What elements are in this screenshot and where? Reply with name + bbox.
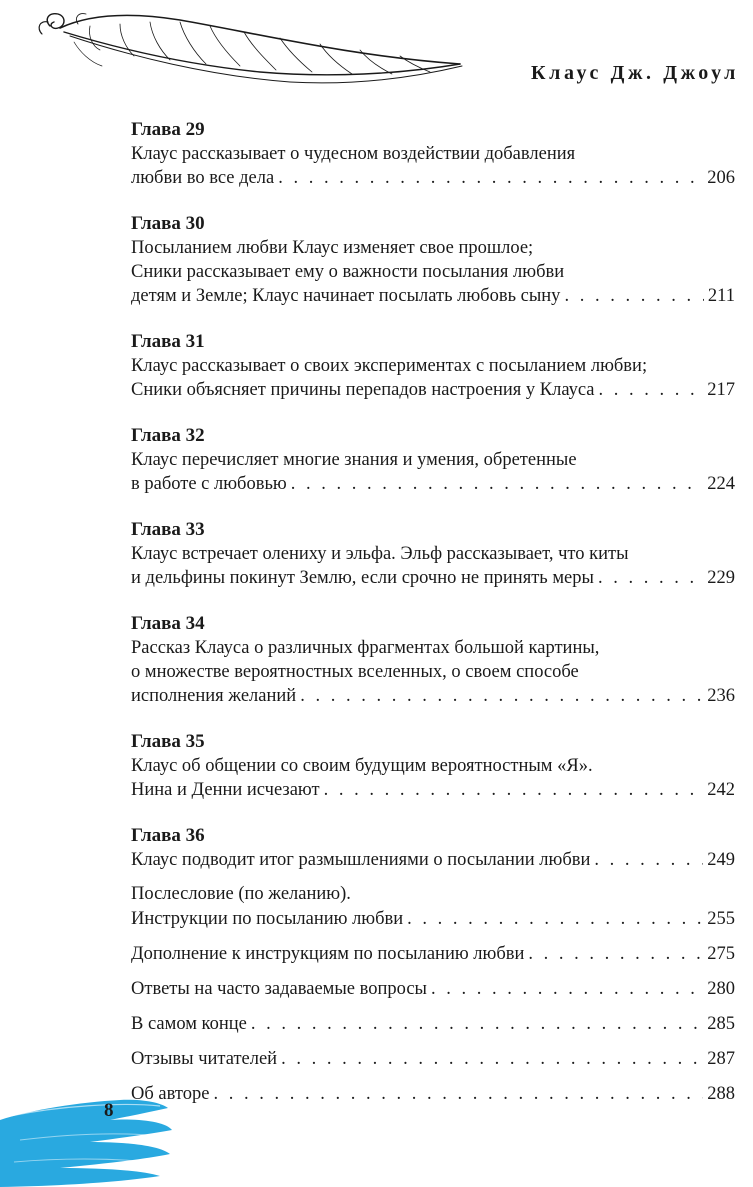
dot-leader <box>291 472 704 496</box>
entry-text: Об авторе <box>131 1084 210 1104</box>
chapter-title: Глава 34 <box>131 613 205 634</box>
entry-text: Отзывы читателей <box>131 1049 278 1069</box>
dot-leader <box>599 378 704 402</box>
entry-last-line <box>131 778 735 802</box>
page-ref: 217 <box>707 380 735 400</box>
entry-last-line <box>131 1082 735 1107</box>
entry-text: Инструкции по посыланию любви <box>131 909 404 929</box>
entry-line: Рассказ Клауса о различных фрагментах большой картины, <box>131 638 600 658</box>
table-of-contents <box>131 118 735 1107</box>
entry-text: В самом конце <box>131 1014 247 1034</box>
entry-line: Клаус рассказывает о своих экспериментах с посыланием любви; <box>131 356 648 376</box>
toc-chapter <box>131 424 735 496</box>
entry-line: о множестве вероятностных вселенных, о своем способе <box>131 662 579 682</box>
entry-last-line <box>131 907 735 932</box>
toc-chapter <box>131 212 735 308</box>
entry-text: исполнения желаний <box>131 686 297 706</box>
chapter-title: Глава 36 <box>131 825 205 846</box>
chapter-title: Глава 32 <box>131 425 205 446</box>
entry-text: Сники объясняет причины перепадов настроения у Клауса <box>131 380 595 400</box>
page-ref: 229 <box>707 568 735 588</box>
entry-text: детям и Земле; Клаус начинает посылать любовь сыну <box>131 286 561 306</box>
entry-text: Ответы на часто задаваемые вопросы <box>131 979 427 999</box>
page-ref: 242 <box>707 780 735 800</box>
toc-entry <box>131 1047 735 1072</box>
dot-leader <box>300 684 703 708</box>
entry-last-line <box>131 977 735 1002</box>
page-number: 8 <box>104 1100 114 1121</box>
page-ref: 206 <box>707 168 735 188</box>
entry-last-line <box>131 378 735 402</box>
page-ref: 287 <box>707 1049 735 1069</box>
entry-last-line <box>131 1012 735 1037</box>
page-ref: 255 <box>707 909 735 929</box>
page-ref: 249 <box>707 850 735 870</box>
entry-line: Клаус перечисляет многие знания и умения, обретенные <box>131 450 577 470</box>
entry-text: любви во все дела <box>131 168 275 188</box>
toc-entry <box>131 882 735 932</box>
entry-last-line <box>131 472 735 496</box>
chapter-title: Глава 30 <box>131 213 205 234</box>
entry-text: Нина и Денни исчезают <box>131 780 320 800</box>
entry-last-line <box>131 166 735 190</box>
page-ref: 288 <box>707 1084 735 1104</box>
toc-chapter <box>131 330 735 402</box>
entry-line: Клаус об общении со своим будущим вероятностным «Я». <box>131 756 593 776</box>
dot-leader <box>324 778 704 802</box>
back-matter-list <box>131 882 735 1107</box>
entry-text: Клаус подводит итог размышлениями о посылании любви <box>131 850 591 870</box>
page-ref: 211 <box>707 286 735 306</box>
entry-line: Посыланием любви Клаус изменяет свое прошлое; <box>131 238 534 258</box>
page-ref: 224 <box>707 474 735 494</box>
dot-leader <box>278 166 703 190</box>
page-ref: 280 <box>707 979 735 999</box>
entry-last-line <box>131 848 735 872</box>
chapter-title: Глава 31 <box>131 331 205 352</box>
toc-chapter <box>131 730 735 802</box>
chapter-title: Глава 29 <box>131 119 205 140</box>
toc-entry <box>131 1012 735 1037</box>
entry-text: и дельфины покинут Землю, если срочно не принять меры <box>131 568 594 588</box>
entry-line: Клаус встречает олениху и эльфа. Эльф рассказывает, что киты <box>131 544 629 564</box>
dot-leader <box>251 1012 703 1037</box>
chapter-list <box>131 118 735 872</box>
running-header-author: Клаус Дж. Джоул <box>531 62 739 84</box>
toc-entry <box>131 942 735 967</box>
feather-ornament <box>30 6 470 96</box>
entry-text: Дополнение к инструкциям по посыланию любви <box>131 944 525 964</box>
chapter-title: Глава 35 <box>131 731 205 752</box>
page-ref: 275 <box>707 944 735 964</box>
toc-chapter <box>131 612 735 708</box>
toc-chapter <box>131 824 735 872</box>
dot-leader <box>281 1047 703 1072</box>
blue-brush-stroke <box>0 1080 175 1187</box>
entry-last-line <box>131 1047 735 1072</box>
dot-leader <box>213 1082 703 1107</box>
dot-leader <box>407 907 703 932</box>
dot-leader <box>431 977 703 1002</box>
dot-leader <box>528 942 703 967</box>
page-ref: 285 <box>707 1014 735 1034</box>
toc-entry <box>131 1082 735 1107</box>
entry-last-line <box>131 284 735 308</box>
dot-leader <box>598 566 703 590</box>
dot-leader <box>594 848 703 872</box>
toc-entry <box>131 977 735 1002</box>
entry-last-line <box>131 684 735 708</box>
dot-leader <box>564 284 703 308</box>
chapter-title: Глава 33 <box>131 519 205 540</box>
entry-text: в работе с любовью <box>131 474 287 494</box>
entry-line: Клаус рассказывает о чудесном воздействии добавления <box>131 144 576 164</box>
entry-last-line <box>131 566 735 590</box>
toc-chapter <box>131 518 735 590</box>
entry-line: Сники рассказывает ему о важности посылания любви <box>131 262 565 282</box>
toc-chapter <box>131 118 735 190</box>
entry-last-line <box>131 942 735 967</box>
entry-line: Послесловие (по желанию). <box>131 884 351 904</box>
page-ref: 236 <box>707 686 735 706</box>
